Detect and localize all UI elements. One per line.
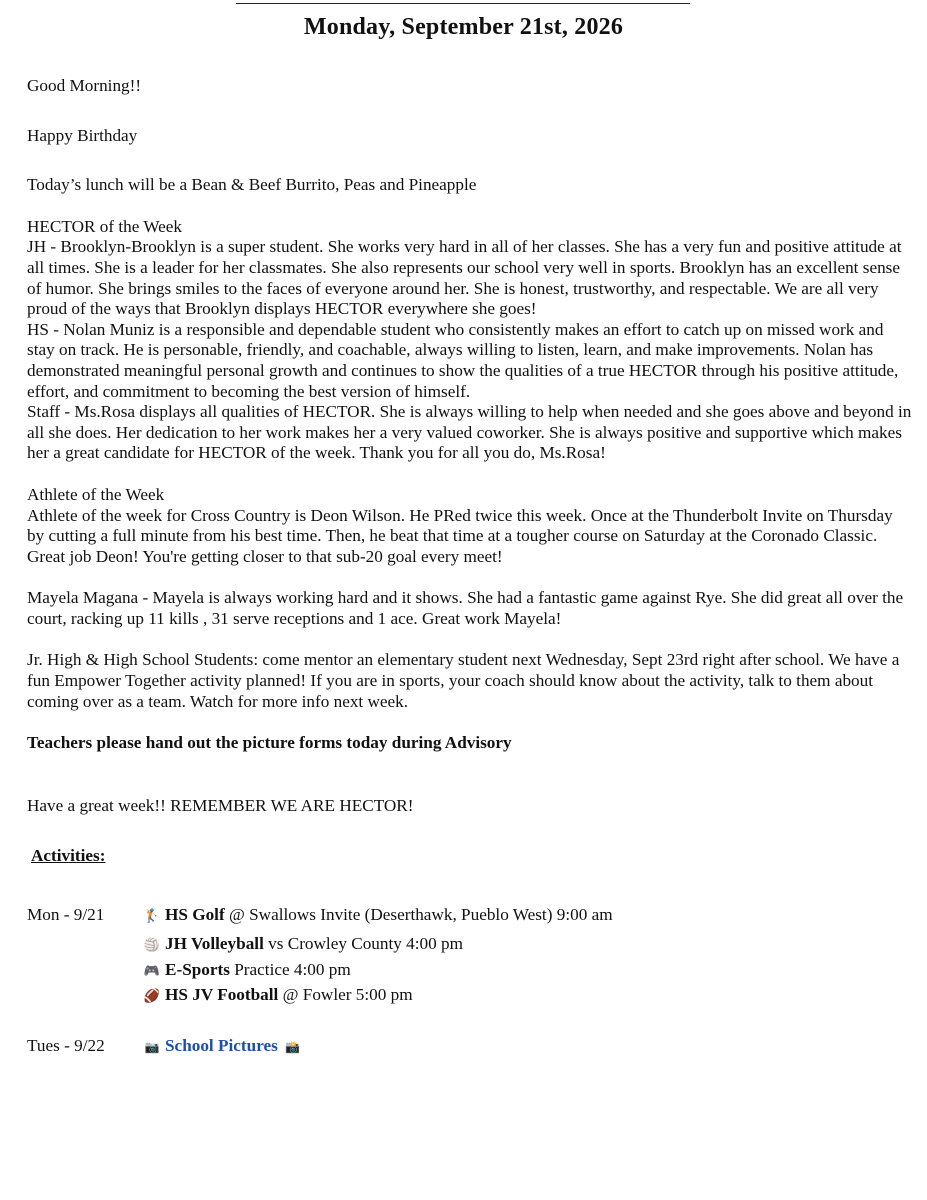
activity-jh-volleyball xyxy=(143,934,463,955)
activity-school-pictures xyxy=(143,1036,306,1057)
day-label-tues: Tues - 9/22 xyxy=(27,1036,105,1055)
athlete-heading: Athlete of the Week xyxy=(27,484,165,504)
top-rule xyxy=(236,3,690,4)
athlete-cross-country: Athlete of the week for Cross Country is Deon Wilson. He PRed twice this week. Once at the Thunderbolt Invite on Thursday by cutting a full minute from his best time. Then, he beat that time at a tougher course on Saturday at the Coronado Classic. Great job Deon! You're getting closer to that sub-20 goal every meet! xyxy=(27,505,893,566)
athlete-volleyball: Mayela Magana - Mayela is always working hard and it shows. She had a fantastic game against Rye. She did great all over the court, racking up 11 kills , 31 serve receptions and 1 ace. Great work Mayela! xyxy=(27,588,904,628)
birthday-line: Happy Birthday xyxy=(27,125,138,145)
golf-icon: 🏌 xyxy=(143,908,161,923)
activity-detail: @ Fowler 5:00 pm xyxy=(278,985,413,1004)
teachers-note: Teachers please hand out the picture forms today during Advisory xyxy=(27,733,512,753)
activity-esports xyxy=(143,960,351,981)
mentor-announcement: Jr. High & High School Students: come mentor an elementary student next Wednesday, Sept 23rd right after school. We have a fun Empower Together activity planned! If you are in sports, your coach should know about the activity, talk to them about coming over as a team. Watch for more info next week. xyxy=(27,650,900,711)
activity-detail: vs Crowley County 4:00 pm xyxy=(263,934,463,953)
activity-name: E-Sports xyxy=(165,960,230,979)
activity-detail: @ Swallows Invite (Deserthawk, Pueblo West) 9:00 am xyxy=(224,905,613,924)
volleyball-icon: 🏐 xyxy=(143,937,161,952)
activity-name: HS Golf xyxy=(165,905,225,924)
activity-hs-golf xyxy=(143,905,613,926)
football-icon: 🏈 xyxy=(143,988,161,1003)
hector-heading: HECTOR of the Week xyxy=(27,216,183,236)
camera-icon: 📷 xyxy=(144,1040,160,1054)
activity-name: JH Volleyball xyxy=(165,934,264,953)
gamepad-icon: 🎮 xyxy=(143,963,161,978)
day-label-mon: Mon - 9/21 xyxy=(27,905,105,924)
activity-hs-jv-football xyxy=(143,985,413,1006)
closing-line: Have a great week!! REMEMBER WE ARE HECTOR! xyxy=(27,795,414,815)
activities-heading xyxy=(27,846,912,867)
announcement-body xyxy=(27,76,912,867)
hector-staff: Staff - Ms.Rosa displays all qualities of HECTOR. She is always willing to help when needed and she goes above and beyond in all she does. Her dedication to her work makes her a very valued coworker. She is always positive and supportive which makes her a great candidate for HECTOR of the week. Thank you for all you do, Ms.Rosa! xyxy=(27,402,912,463)
activity-name: HS JV Football xyxy=(165,985,279,1004)
activity-detail: Practice 4:00 pm xyxy=(229,960,351,979)
greeting: Good Morning!! xyxy=(27,76,142,95)
activity-name: School Pictures xyxy=(165,1036,278,1055)
lunch-line: Today’s lunch will be a Bean & Beef Burrito, Peas and Pineapple xyxy=(27,175,477,195)
hector-jh: JH - Brooklyn-Brooklyn is a super student. She works very hard in all of her classes. She has a very fun and positive attitude at all times. She is a leader for her classmates. She also represents our school very well in sports. Brooklyn has an excellent sense of humor. She brings smiles to the faces of everyone around her. She is honest, trustworthy, and respectable. We are all very proud of the ways that Brooklyn displays HECTOR everywhere she goes! xyxy=(27,237,902,319)
activities-heading-text: Activities: xyxy=(31,846,106,866)
camera-icon: 📸 xyxy=(285,1040,301,1054)
page-title: Monday, September 21st, 2026 xyxy=(303,14,624,40)
hector-hs: HS - Nolan Muniz is a responsible and dependable student who consistently makes an effort to catch up on missed work and stay on track. He is personable, friendly, and coachable, always willing to listen, learn, and make improvements. Nolan has demonstrated meaningful personal growth and continues to show the qualities of a true HECTOR through his positive attitude, effort, and commitment to becoming the best version of himself. xyxy=(27,319,899,401)
